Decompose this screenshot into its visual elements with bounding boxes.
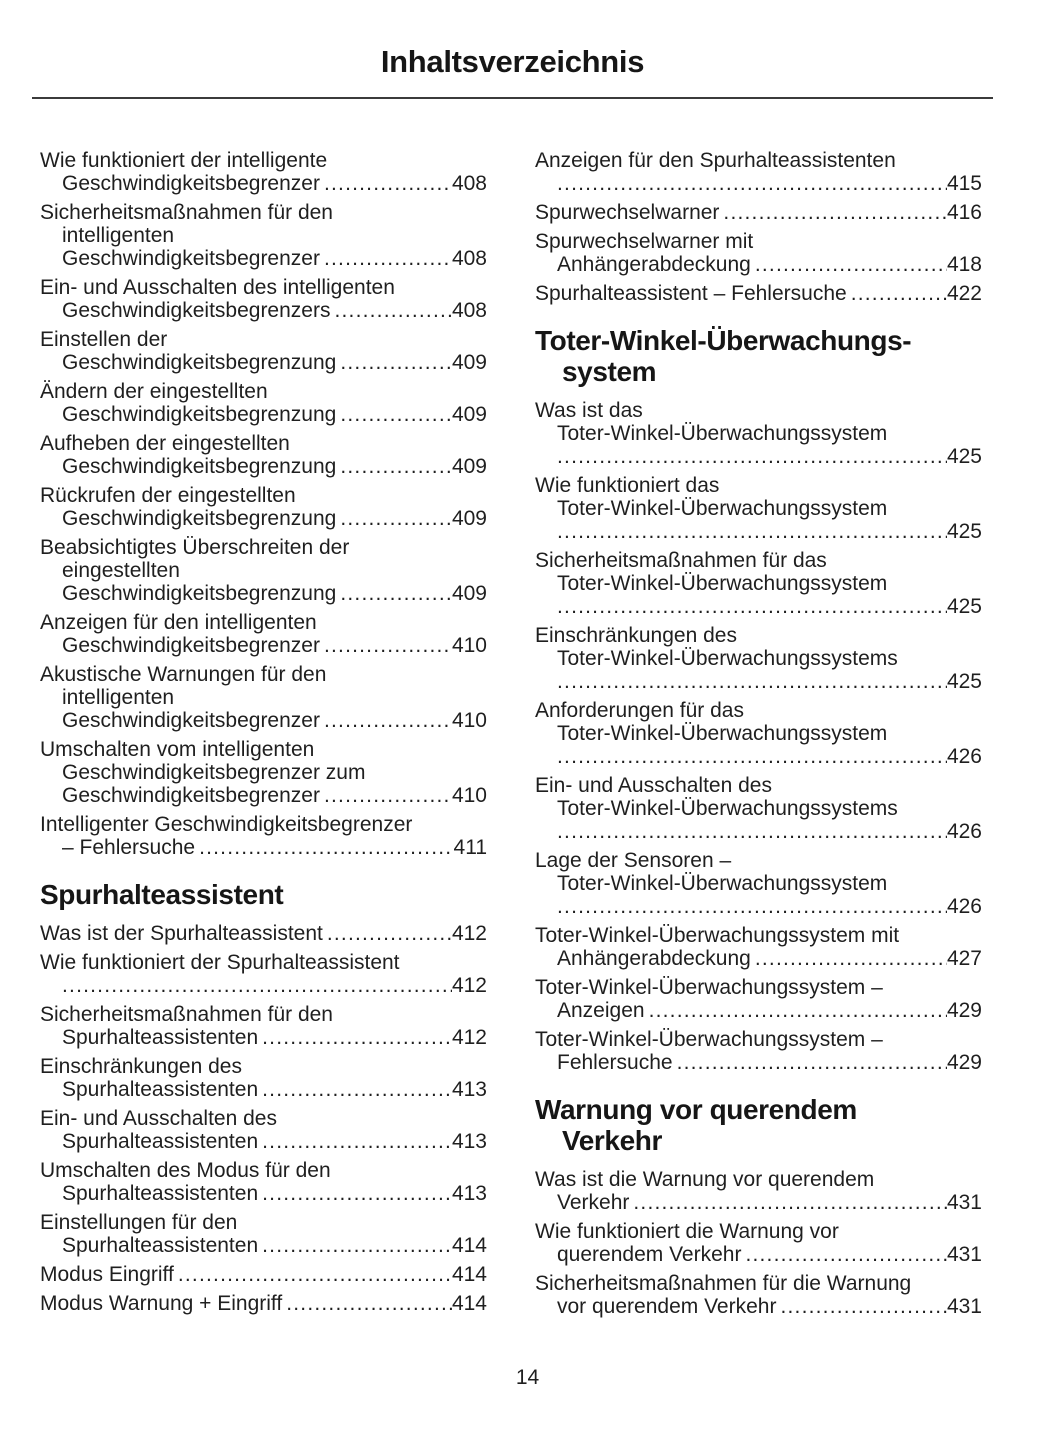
toc-entry-text: Modus Eingriff (40, 1263, 174, 1286)
toc-entry-leader-line (535, 670, 982, 693)
toc-page-number: 409 (451, 507, 487, 530)
toc-entry-line: Ein- und Ausschalten des (40, 1107, 277, 1130)
toc-page-number: 409 (451, 403, 487, 426)
toc-entry-leader-line (40, 836, 487, 859)
dot-leader (557, 595, 947, 618)
toc-entry-leader-line (535, 1295, 982, 1318)
toc-entry-line: Toter-Winkel-Überwachungssystems (557, 797, 898, 820)
toc-page-number: 413 (451, 1130, 487, 1153)
toc-entry-leader-line (535, 1243, 982, 1266)
toc-page-number: 431 (946, 1243, 982, 1266)
toc-entry-line: Wie funktioniert das (535, 474, 720, 497)
toc-page-number: 427 (946, 947, 982, 970)
toc-entry-text: Spurhalteassistenten (62, 1026, 259, 1049)
dot-leader (557, 445, 947, 468)
section-heading-line: Toter-Winkel-Überwachungs- (535, 325, 912, 356)
toc-entry-text: Spurhalteassistenten (62, 1130, 259, 1153)
toc-entry[interactable] (40, 1003, 487, 1049)
toc-entry-line: Sicherheitsmaßnahmen für das (535, 549, 827, 572)
toc-page-number: 411 (453, 836, 487, 859)
toc-entry[interactable] (40, 813, 487, 859)
toc-page-number: 426 (946, 745, 982, 768)
dot-leader (340, 455, 452, 478)
toc-entry-leader-line (40, 1026, 487, 1049)
dot-leader (327, 922, 452, 945)
toc-entry[interactable] (40, 484, 487, 530)
toc-entry-leader-line (535, 999, 982, 1022)
toc-page-number: 409 (451, 351, 487, 374)
toc-entry-leader-line (40, 1130, 487, 1153)
dot-leader (745, 1243, 947, 1266)
toc-page-number: 416 (946, 201, 982, 224)
toc-entry-line: Einstellen der (40, 328, 168, 351)
toc-entry-leader-line (40, 1263, 487, 1286)
toc-entry[interactable] (535, 399, 982, 468)
toc-entry-line: Toter-Winkel-Überwachungssystem (557, 722, 888, 745)
toc-entry[interactable] (535, 230, 982, 276)
dot-leader (199, 836, 453, 859)
dot-leader (851, 282, 947, 305)
toc-entry[interactable] (40, 922, 487, 945)
section-heading (535, 1094, 982, 1156)
toc-entry-line: Einschränkungen des (535, 624, 737, 647)
toc-entry[interactable] (40, 1159, 487, 1205)
toc-entry[interactable] (40, 1107, 487, 1153)
toc-page-number: 418 (946, 253, 982, 276)
toc-entry-text: Spurwechselwarner (535, 201, 720, 224)
toc-entry-text: Geschwindigkeitsbegrenzer (62, 634, 320, 657)
toc-entry[interactable] (40, 201, 487, 270)
toc-page-number: 408 (451, 299, 487, 322)
dot-leader (262, 1234, 452, 1257)
toc-entry-text: Geschwindigkeitsbegrenzung (62, 507, 337, 530)
toc-entry-line: Einstellungen für den (40, 1211, 238, 1234)
toc-entry-line: Beabsichtigtes Überschreiten der (40, 536, 350, 559)
dot-leader (178, 1263, 452, 1286)
toc-page-number: 425 (946, 445, 982, 468)
footer-page-number: 14 (515, 1366, 540, 1389)
toc-entry-leader-line (535, 595, 982, 618)
toc-page-number: 429 (946, 999, 982, 1022)
toc-entry-line: Ändern der eingestellten (40, 380, 268, 403)
toc-columns (40, 149, 1055, 1324)
toc-page-number: 412 (451, 974, 487, 997)
toc-entry-leader-line (535, 520, 982, 543)
dot-leader (324, 172, 452, 195)
toc-page-number: 413 (451, 1078, 487, 1101)
toc-entry-leader-line (40, 299, 487, 322)
toc-page-number: 425 (946, 595, 982, 618)
toc-entry-text: Geschwindigkeitsbegrenzer (62, 709, 320, 732)
dot-leader (755, 947, 947, 970)
toc-entry-line: Sicherheitsmaßnahmen für den (40, 1003, 333, 1026)
toc-page-number: 409 (451, 582, 487, 605)
dot-leader (340, 507, 452, 530)
toc-entry[interactable] (40, 1292, 487, 1315)
toc-entry-leader-line (535, 895, 982, 918)
toc-entry[interactable] (535, 699, 982, 768)
toc-entry-line: Umschalten vom intelligenten (40, 738, 315, 761)
dot-leader (557, 820, 947, 843)
dot-leader (324, 247, 452, 270)
toc-entry-line: Wie funktioniert der Spurhalteassistent (40, 951, 400, 974)
dot-leader (62, 974, 452, 997)
toc-entry-leader-line (40, 922, 487, 945)
toc-entry-text: Verkehr (557, 1191, 630, 1214)
toc-entry-leader-line (40, 1078, 487, 1101)
toc-entry-leader-line (40, 172, 487, 195)
page-title: Inhaltsverzeichnis (380, 44, 645, 79)
dot-leader (324, 784, 452, 807)
toc-entry-text: – Fehlersuche (62, 836, 196, 859)
toc-entry[interactable] (535, 1220, 982, 1266)
toc-entry-line: Toter-Winkel-Überwachungssystem (557, 872, 888, 895)
toc-entry-line: Einschränkungen des (40, 1055, 242, 1078)
toc-entry[interactable] (40, 611, 487, 657)
toc-entry-leader-line (40, 1182, 487, 1205)
toc-page-number: 429 (946, 1051, 982, 1074)
toc-entry[interactable] (535, 849, 982, 918)
toc-entry-text: Geschwindigkeitsbegrenzung (62, 582, 337, 605)
dot-leader (557, 895, 947, 918)
toc-entry-text: Geschwindigkeitsbegrenzer (62, 247, 320, 270)
section-heading-line: Verkehr (562, 1125, 662, 1156)
section-heading (535, 325, 982, 387)
toc-page-number: 409 (451, 455, 487, 478)
section-heading-line: Spurhalteassistent (40, 879, 284, 910)
toc-entry[interactable] (535, 1028, 982, 1074)
toc-entry-line: Toter-Winkel-Überwachungssystem (557, 572, 888, 595)
toc-page-number: 425 (946, 520, 982, 543)
toc-entry-leader-line (40, 784, 487, 807)
dot-leader (557, 670, 947, 693)
toc-entry-leader-line (40, 974, 487, 997)
toc-entry-leader-line (535, 282, 982, 305)
toc-entry-leader-line (40, 403, 487, 426)
toc-entry-line: Was ist die Warnung vor querendem (535, 1168, 875, 1191)
toc-entry-leader-line (40, 507, 487, 530)
toc-entry-text: Geschwindigkeitsbegrenzer (62, 172, 320, 195)
toc-entry-leader-line (40, 351, 487, 374)
toc-entry[interactable] (40, 1263, 487, 1286)
toc-entry[interactable] (40, 276, 487, 322)
toc-entry-line: Geschwindigkeitsbegrenzer zum (62, 761, 366, 784)
toc-entry-leader-line (535, 820, 982, 843)
toc-entry-line: Toter-Winkel-Überwachungssystems (557, 647, 898, 670)
toc-entry-text: vor querendem Verkehr (557, 1295, 777, 1318)
toc-entry[interactable] (40, 738, 487, 807)
dot-leader (557, 172, 947, 195)
toc-entry-line: Anforderungen für das (535, 699, 744, 722)
toc-entry-text: Geschwindigkeitsbegrenzers (62, 299, 331, 322)
toc-entry-line: Ein- und Ausschalten des intelligenten (40, 276, 395, 299)
dot-leader (755, 253, 947, 276)
toc-entry[interactable] (40, 328, 487, 374)
toc-entry[interactable] (40, 536, 487, 605)
toc-entry-text: Was ist der Spurhalteassistent (40, 922, 323, 945)
toc-entry-leader-line (535, 253, 982, 276)
toc-entry-text: Fehlersuche (557, 1051, 673, 1074)
toc-entry-text: Anhängerabdeckung (557, 253, 751, 276)
toc-entry-leader-line (40, 455, 487, 478)
toc-entry[interactable] (40, 1055, 487, 1101)
toc-entry-line: intelligenten (62, 224, 175, 247)
dot-leader (286, 1292, 452, 1315)
toc-entry[interactable] (40, 149, 487, 195)
toc-entry[interactable] (535, 282, 982, 305)
toc-page-number: 410 (451, 634, 487, 657)
dot-leader (262, 1078, 452, 1101)
toc-page-number: 410 (451, 784, 487, 807)
toc-entry-text: Spurhalteassistenten (62, 1182, 259, 1205)
toc-entry[interactable] (535, 774, 982, 843)
toc-page-number: 426 (946, 895, 982, 918)
dot-leader (557, 520, 947, 543)
toc-entry[interactable] (535, 624, 982, 693)
toc-column-right (535, 149, 982, 1324)
toc-entry[interactable] (40, 663, 487, 732)
toc-page-number: 414 (451, 1263, 487, 1286)
toc-entry-line: Toter-Winkel-Überwachungssystem (557, 497, 888, 520)
toc-entry-leader-line (535, 172, 982, 195)
toc-entry-line: Wie funktioniert der intelligente (40, 149, 328, 172)
section-heading-line: Warnung vor querendem (535, 1094, 857, 1125)
toc-section (40, 149, 487, 859)
toc-page-number: 414 (451, 1292, 487, 1315)
toc-page-number: 425 (946, 670, 982, 693)
toc-entry-text: Spurhalteassistenten (62, 1078, 259, 1101)
toc-entry[interactable] (535, 149, 982, 195)
toc-entry[interactable] (535, 549, 982, 618)
toc-page-number: 431 (946, 1295, 982, 1318)
toc-entry-leader-line (535, 1191, 982, 1214)
toc-entry-line: Was ist das (535, 399, 643, 422)
toc-entry-text: Geschwindigkeitsbegrenzung (62, 455, 337, 478)
toc-entry-text: Geschwindigkeitsbegrenzer (62, 784, 320, 807)
toc-section (535, 1094, 982, 1318)
toc-section (535, 149, 982, 305)
toc-entry-leader-line (535, 745, 982, 768)
toc-entry-leader-line (40, 1292, 487, 1315)
toc-page-number: 410 (451, 709, 487, 732)
toc-page-number: 414 (451, 1234, 487, 1257)
toc-entry[interactable] (535, 924, 982, 970)
toc-column-left (40, 149, 487, 1324)
toc-entry-line: Toter-Winkel-Überwachungssystem mit (535, 924, 900, 947)
toc-entry-line: Toter-Winkel-Überwachungssystem – (535, 1028, 883, 1051)
toc-page-number: 408 (451, 247, 487, 270)
toc-page-number: 426 (946, 820, 982, 843)
toc-entry-leader-line (40, 1234, 487, 1257)
dot-leader (723, 201, 947, 224)
toc-page-number: 412 (451, 1026, 487, 1049)
toc-page-number: 408 (451, 172, 487, 195)
dot-leader (334, 299, 451, 322)
dot-leader (633, 1191, 947, 1214)
toc-entry-line: Aufheben der eingestellten (40, 432, 290, 455)
toc-entry[interactable] (535, 474, 982, 543)
dot-leader (262, 1182, 452, 1205)
title-divider (32, 97, 993, 99)
toc-entry-line: Akustische Warnungen für den (40, 663, 327, 686)
toc-entry-text: querendem Verkehr (557, 1243, 742, 1266)
toc-entry-leader-line (40, 634, 487, 657)
dot-leader (677, 1051, 947, 1074)
dot-leader (324, 709, 452, 732)
toc-entry-leader-line (40, 247, 487, 270)
section-heading (40, 879, 487, 910)
dot-leader (649, 999, 947, 1022)
dot-leader (262, 1130, 452, 1153)
toc-entry-line: Rückrufen der eingestellten (40, 484, 296, 507)
toc-entry-line: Sicherheitsmaßnahmen für die Warnung (535, 1272, 912, 1295)
toc-entry-line: Anzeigen für den Spurhalteassistenten (535, 149, 896, 172)
toc-entry-line: Sicherheitsmaßnahmen für den (40, 201, 333, 224)
toc-entry[interactable] (40, 432, 487, 478)
toc-entry-line: intelligenten (62, 686, 175, 709)
dot-leader (340, 403, 452, 426)
toc-entry-text: Geschwindigkeitsbegrenzung (62, 351, 337, 374)
toc-entry-line: Wie funktioniert die Warnung vor (535, 1220, 839, 1243)
dot-leader (340, 351, 452, 374)
dot-leader (340, 582, 452, 605)
toc-entry-line: Lage der Sensoren – (535, 849, 732, 872)
page-header (32, 0, 993, 99)
toc-page-number: 413 (451, 1182, 487, 1205)
toc-entry-leader-line (535, 201, 982, 224)
toc-entry-leader-line (535, 1051, 982, 1074)
toc-entry-line: Anzeigen für den intelligenten (40, 611, 317, 634)
toc-entry-text: Anhängerabdeckung (557, 947, 751, 970)
toc-section (40, 879, 487, 1315)
toc-entry[interactable] (535, 201, 982, 224)
toc-entry-text: Modus Warnung + Eingriff (40, 1292, 283, 1315)
toc-entry-leader-line (535, 947, 982, 970)
toc-page-number: 422 (946, 282, 982, 305)
toc-entry-line: Ein- und Ausschalten des (535, 774, 772, 797)
toc-entry-line: Spurwechselwarner mit (535, 230, 754, 253)
toc-entry[interactable] (40, 380, 487, 426)
toc-page-number: 431 (946, 1191, 982, 1214)
dot-leader (262, 1026, 452, 1049)
toc-entry-text: Spurhalteassistenten (62, 1234, 259, 1257)
toc-entry-line: Toter-Winkel-Überwachungssystem (557, 422, 888, 445)
toc-entry[interactable] (535, 976, 982, 1022)
dot-leader (557, 745, 947, 768)
dot-leader (324, 634, 452, 657)
toc-entry-leader-line (40, 709, 487, 732)
toc-section (535, 325, 982, 1074)
toc-entry-line: Umschalten des Modus für den (40, 1159, 331, 1182)
toc-entry[interactable] (40, 1211, 487, 1257)
toc-entry-text: Anzeigen (557, 999, 645, 1022)
toc-entry-line: eingestellten (62, 559, 180, 582)
toc-entry-text: Geschwindigkeitsbegrenzung (62, 403, 337, 426)
toc-entry-line: Toter-Winkel-Überwachungssystem – (535, 976, 883, 999)
section-heading-line: system (562, 356, 657, 387)
toc-entry-leader-line (535, 445, 982, 468)
toc-entry[interactable] (535, 1272, 982, 1318)
toc-page-number: 412 (451, 922, 487, 945)
toc-entry[interactable] (40, 951, 487, 997)
toc-page-number: 415 (946, 172, 982, 195)
toc-entry-leader-line (40, 582, 487, 605)
toc-entry[interactable] (535, 1168, 982, 1214)
dot-leader (780, 1295, 946, 1318)
toc-entry-line: Intelligenter Geschwindigkeitsbegrenzer (40, 813, 413, 836)
toc-entry-text: Spurhalteassistent – Fehlersuche (535, 282, 847, 305)
